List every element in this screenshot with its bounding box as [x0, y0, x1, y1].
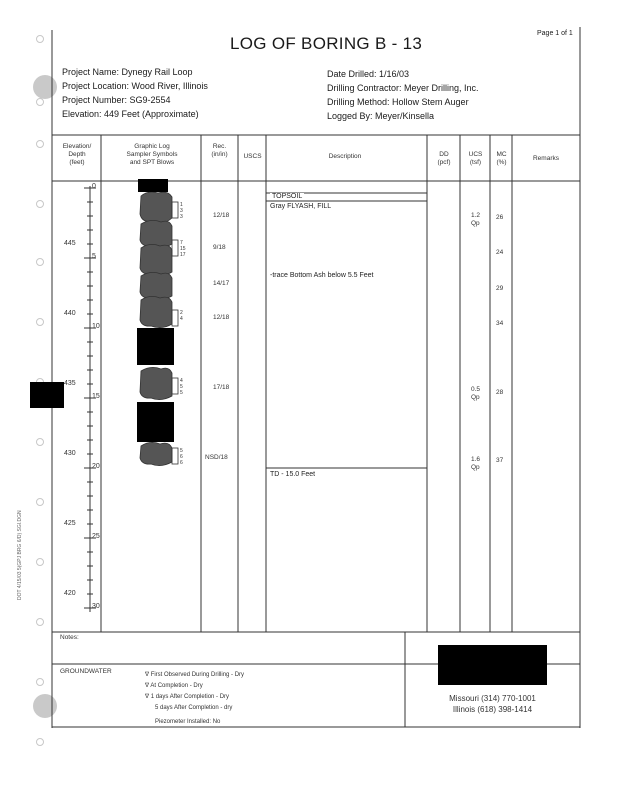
- rec-value: NSD/18: [205, 454, 228, 461]
- groundwater-readings: [145, 670, 244, 728]
- ucs-value: 0.5 Qp: [471, 386, 481, 401]
- drilling-contractor: Drilling Contractor: Meyer Drilling, Inc.: [327, 83, 479, 93]
- water-level-icon: ∇: [145, 694, 151, 700]
- ucs-value: 1.2 Qp: [471, 212, 481, 227]
- project-info: [62, 65, 208, 121]
- depth-label: 25: [92, 533, 100, 540]
- water-level-icon: ∇: [145, 672, 151, 678]
- file-reference: DOT 4/15/03 5(GPJ BRG 6/D) SGI.DGN: [17, 510, 23, 600]
- mc-value: 28: [496, 389, 504, 396]
- elevation-label: 430: [64, 450, 76, 457]
- report-title: LOG OF BORING B - 13: [230, 34, 423, 53]
- water-level-icon: ∇: [145, 683, 151, 689]
- redaction-box: [30, 382, 64, 408]
- depth-label: 5: [92, 253, 96, 260]
- notes-label: Notes:: [60, 634, 79, 641]
- elevation-label: 425: [64, 520, 76, 527]
- spt-blows: 5 6 6: [180, 448, 183, 466]
- depth-label: 10: [92, 323, 100, 330]
- gw-one-day: ∇ 1 days After Completion - Dry: [145, 694, 230, 700]
- col-graphic-log: Graphic Log Sampler Symbols and SPT Blows: [126, 143, 178, 166]
- redaction-box: [137, 402, 174, 442]
- gw-first-observed: ∇ First Observed During Drilling - Dry: [145, 672, 245, 678]
- spt-blows: 7 15 17: [180, 240, 186, 258]
- contact-illinois: Illinois (618) 398-1414: [452, 705, 533, 714]
- spt-blows: 2 4: [180, 310, 183, 322]
- gw-piezometer: Piezometer Installed: No: [155, 719, 221, 725]
- mc-value: 29: [496, 285, 504, 292]
- contact-missouri: Missouri (314) 770-1001: [449, 694, 536, 703]
- desc-topsoil: TOPSOIL: [272, 193, 303, 200]
- project-name: Project Name: Dynegy Rail Loop: [62, 67, 193, 77]
- date-drilled: Date Drilled: 1/16/03: [327, 69, 410, 79]
- col-dd: DD (pcf): [437, 151, 451, 166]
- elevation-label: 420: [64, 590, 76, 597]
- project-location: Project Location: Wood River, Illinois: [62, 81, 208, 91]
- page-indicator: Page 1 of 1: [537, 30, 573, 37]
- desc-fill: Gray FLYASH, FILL: [270, 203, 332, 210]
- project-elevation: Elevation: 449 Feet (Approximate): [62, 109, 199, 119]
- desc-trace: -trace Bottom Ash below 5.5 Feet: [270, 272, 374, 279]
- drilling-method: Drilling Method: Hollow Stem Auger: [327, 97, 469, 107]
- mc-value: 24: [496, 249, 504, 256]
- col-description: Description: [328, 153, 362, 160]
- mc-value: 37: [496, 457, 504, 464]
- redaction-box: [138, 179, 168, 192]
- ucs-value: 1.6 Qp: [471, 456, 481, 471]
- col-elevation: Elevation/ Depth (feet): [62, 143, 92, 166]
- depth-label: 30: [92, 603, 100, 610]
- project-number: Project Number: SG9-2554: [62, 95, 171, 105]
- spt-blows: 1 3 3: [180, 202, 183, 220]
- rec-value: 14/17: [213, 280, 230, 287]
- elevation-label: 440: [64, 310, 76, 317]
- elevation-label: 445: [64, 240, 76, 247]
- col-rec: Rec. (in/in): [211, 143, 228, 158]
- mc-value: 26: [496, 214, 504, 221]
- depth-label: 15: [92, 393, 100, 400]
- desc-td: TD - 15.0 Feet: [270, 471, 316, 478]
- drilling-info: [327, 67, 479, 123]
- depth-label: 20: [92, 463, 100, 470]
- contact-info: [430, 693, 555, 715]
- col-ucs: UCS (tsf): [468, 151, 483, 166]
- col-remarks: Remarks: [532, 155, 559, 162]
- rec-value: 17/18: [213, 384, 230, 391]
- gw-at-completion: ∇ At Completion - Dry: [145, 683, 203, 689]
- col-mc: MC (%): [496, 151, 507, 166]
- gw-five-day: 5 days After Completion - dry: [155, 705, 233, 711]
- spt-blows: 4 5 5: [180, 378, 183, 396]
- col-uscs: USCS: [243, 153, 262, 160]
- mc-value: 34: [496, 320, 504, 327]
- elevation-label: 435: [64, 380, 76, 387]
- depth-label: 0: [92, 183, 96, 190]
- rec-value: 9/18: [213, 244, 226, 251]
- redaction-box: [438, 645, 547, 685]
- logged-by: Logged By: Meyer/Kinsella: [327, 111, 435, 121]
- rec-value: 12/18: [213, 212, 230, 219]
- groundwater-label: GROUNDWATER: [60, 668, 112, 675]
- redaction-box: [137, 328, 174, 365]
- rec-value: 12/18: [213, 314, 230, 321]
